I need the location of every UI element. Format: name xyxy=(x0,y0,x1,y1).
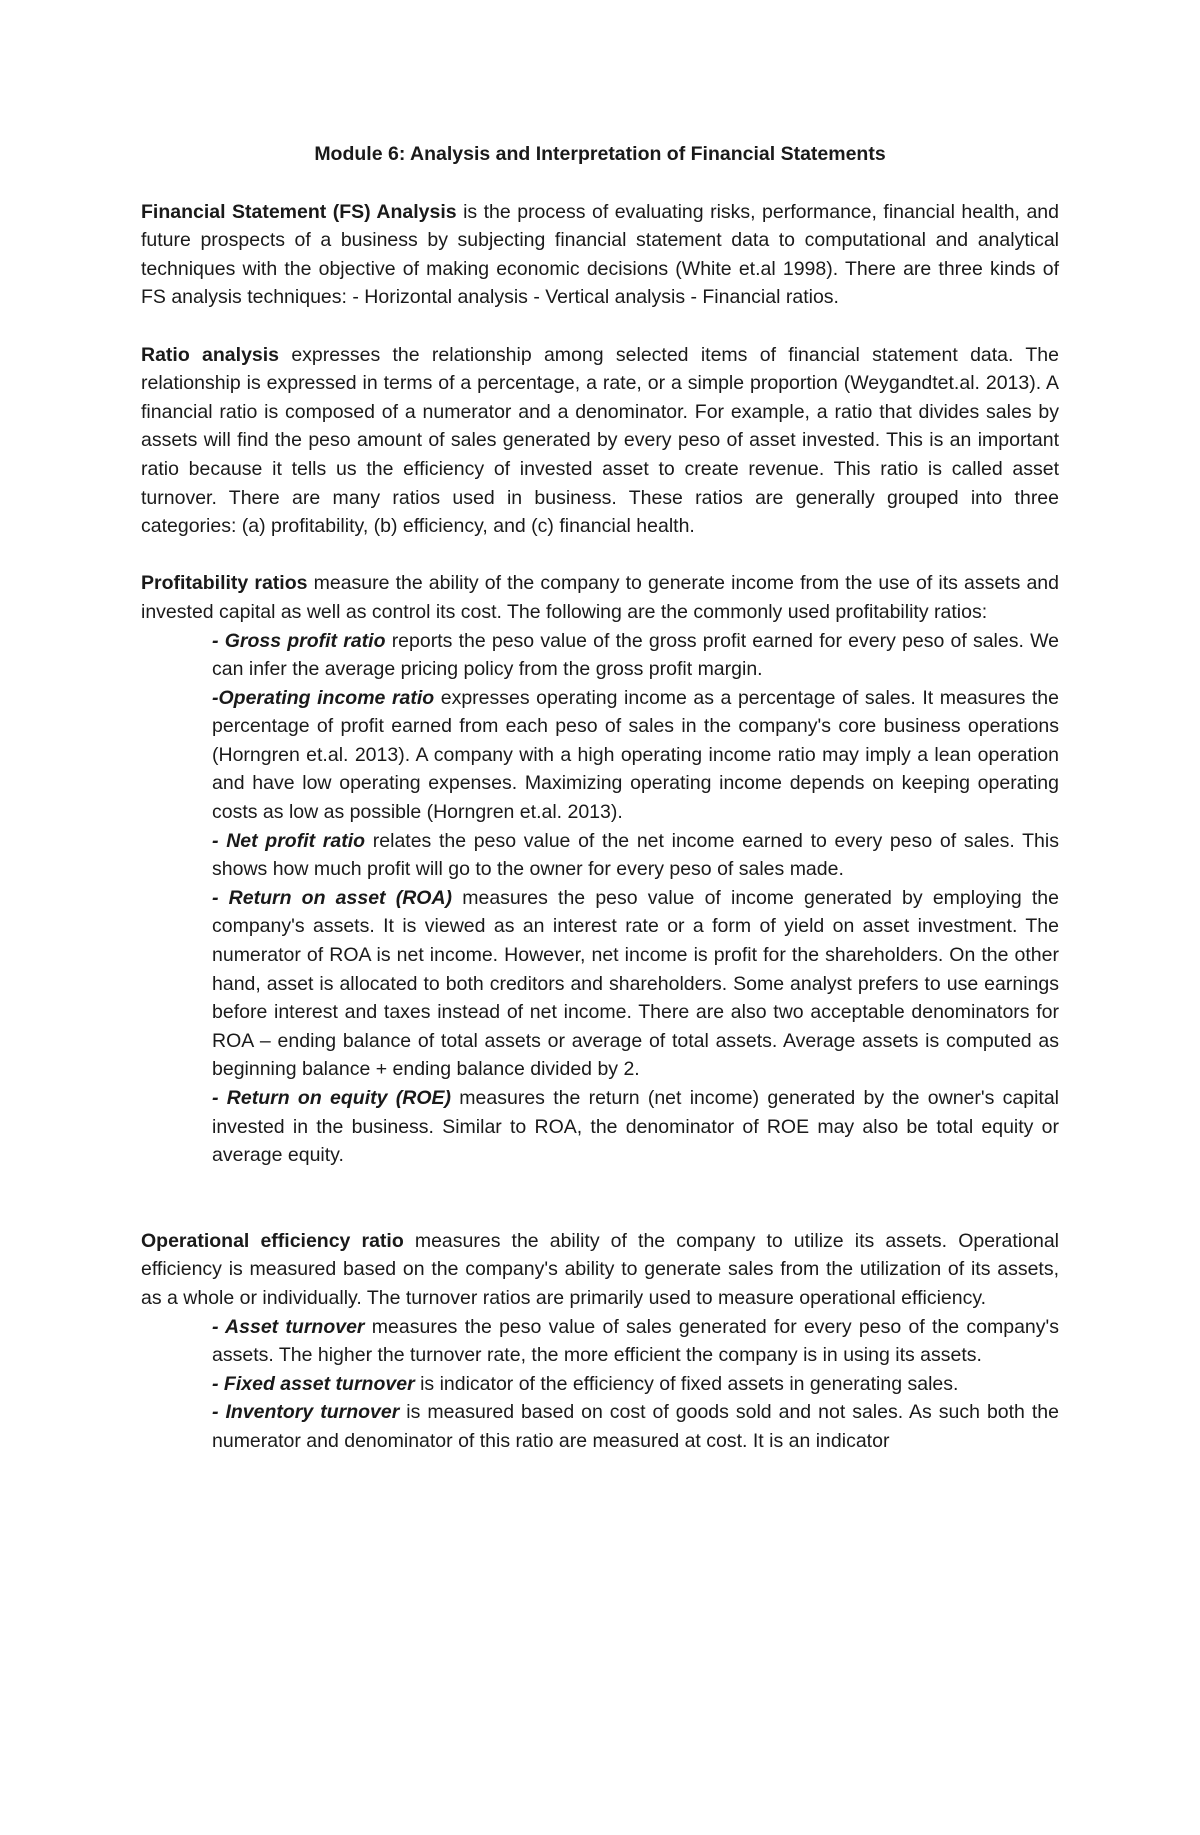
list-item xyxy=(212,1398,1059,1455)
page-title: Module 6: Analysis and Interpretation of Financial Statements xyxy=(314,143,886,165)
list-item-term: Net profit ratio xyxy=(226,829,366,852)
list-item xyxy=(212,1084,1059,1170)
ratio-analysis-term: Ratio analysis xyxy=(141,343,280,366)
list-item-text: is indicator of the efficiency of fixed assets in generating sales. xyxy=(414,1372,959,1395)
list-item-prefix: - xyxy=(212,829,227,852)
fs-analysis-text: is the process of evaluating risks, performance, financial health, and future prospects of a business by subjecting financial statement data to computational and analytical techniques with the objective of making economic decisions (White et.al 1998). There are three kinds of FS analysis techniques: - Horizontal analysis - Vertical analysis - Financial ratios. xyxy=(141,200,1059,309)
list-item-term: Gross profit ratio xyxy=(224,629,386,652)
list-item-term: Return on asset (ROA) xyxy=(228,886,453,909)
list-item-prefix: - xyxy=(212,1315,226,1338)
list-item-text: measures the peso value of sales generated for every peso of the company's assets. The higher the turnover rate, the more efficient the company is in using its assets. xyxy=(212,1315,1059,1367)
list-item-prefix: - xyxy=(212,1372,224,1395)
profitability-term: Profitability ratios xyxy=(141,572,308,595)
list-item-term: Asset turnover xyxy=(225,1315,365,1338)
profitability-paragraph xyxy=(141,569,1059,626)
operational-efficiency-text: measures the ability of the company to utilize its assets. Operational efficiency is measured based on the company's ability to generate sales from the utilization of its assets, as a whole or individually. The turnover ratios are primarily used to measure operational efficiency. xyxy=(141,1229,1060,1309)
list-item-text: measures the return (net income) generated by the owner's capital invested in the business. Similar to ROA, the denominator of ROE may also be total equity or average equity. xyxy=(212,1087,1060,1167)
operational-ratio-list xyxy=(212,1313,1059,1456)
list-item-text: reports the peso value of the gross profit earned for every peso of sales. We can infer the average pricing policy from the gross profit margin. xyxy=(212,629,1059,681)
operational-efficiency-term: Operational efficiency ratio xyxy=(141,1229,404,1252)
list-item xyxy=(212,827,1059,884)
list-item-term: Fixed asset turnover xyxy=(223,1372,415,1395)
list-item-term: Return on equity (ROE) xyxy=(226,1087,451,1109)
operational-efficiency-paragraph xyxy=(141,1227,1059,1313)
list-item-prefix: - xyxy=(212,1401,226,1424)
list-item-prefix: - xyxy=(212,686,219,709)
profitability-ratio-list xyxy=(212,627,1059,1170)
list-item-text: measures the peso value of income generated by employing the company's assets. It is viewed as an interest rate or a form of yield on asset investment. The numerator of ROA is net income. However, net income is profit for the shareholders. On the other hand, asset is allocated to both creditors and shareholders. Some analyst prefers to use earnings before interest and taxes instead of net income. There are also two acceptable denominators for ROA – ending balance of total assets or average of total assets. Average assets is computed as beginning balance + ending balance divided by 2. xyxy=(212,886,1059,1081)
fs-analysis-term: Financial Statement (FS) Analysis xyxy=(141,200,457,223)
list-item-text: is measured based on cost of goods sold and not sales. As such both the numerator and denominator of this ratio are measured at cost. It is an indicator xyxy=(212,1401,1059,1452)
list-item-text: relates the peso value of the net income earned to every peso of sales. This shows how much profit will go to the owner for every peso of sales made. xyxy=(212,829,1059,881)
section-spacer xyxy=(141,1170,1059,1227)
list-item xyxy=(212,684,1059,827)
list-item xyxy=(212,1370,1059,1399)
fs-analysis-paragraph xyxy=(141,198,1059,312)
list-item-text: expresses operating income as a percentage of sales. It measures the percentage of profit earned from each peso of sales in the company's core business operations (Horngren et.al. 2013). A company with a high operating income ratio may imply a lean operation and have low operating expenses. Maximizing operating income depends on keeping operating costs as low as possible (Horngren et.al. 2013). xyxy=(212,686,1059,824)
list-item-term: Inventory turnover xyxy=(225,1401,400,1424)
list-item xyxy=(212,884,1059,1084)
list-item-prefix: - xyxy=(212,1087,227,1109)
list-item xyxy=(212,1313,1059,1370)
ratio-analysis-text: expresses the relationship among selected items of financial statement data. The relationship is expressed in terms of a percentage, a rate, or a simple proportion (Weygandtet.al. 2013). A financial ratio is composed of a numerator and a denominator. For example, a ratio that divides sales by assets will find the peso amount of sales generated by every peso of asset invested. This is an important ratio because it tells us the efficiency of invested asset to create revenue. This ratio is called asset turnover. There are many ratios used in business. These ratios are generally grouped into three categories: (a) profitability, (b) efficiency, and (c) financial health. xyxy=(141,343,1059,538)
list-item-term: Operating income ratio xyxy=(218,686,435,709)
list-item-prefix: - xyxy=(212,629,225,652)
document-page xyxy=(141,140,1059,1456)
list-item xyxy=(212,627,1059,684)
ratio-analysis-paragraph xyxy=(141,341,1059,541)
list-item-prefix: - xyxy=(212,886,229,909)
profitability-text: measure the ability of the company to generate income from the use of its assets and invested capital as well as control its cost. The following are the commonly used profitability ratios: xyxy=(141,572,1059,623)
